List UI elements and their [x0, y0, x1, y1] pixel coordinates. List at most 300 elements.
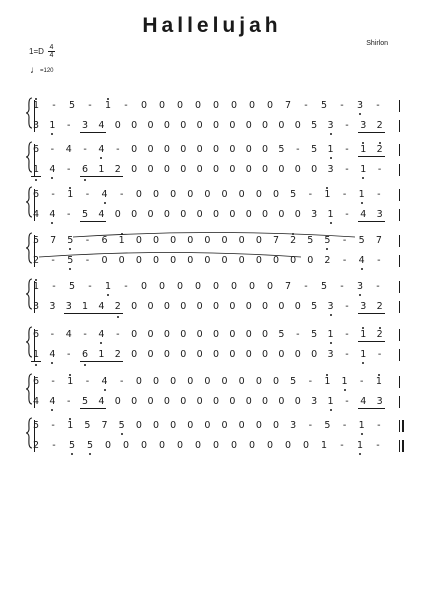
note-5: 5: [324, 420, 331, 431]
bar-line: [399, 376, 400, 388]
note-0: 0: [114, 120, 121, 131]
note-0: 0: [135, 189, 142, 200]
note-0: 0: [229, 329, 236, 340]
note-0: 0: [262, 396, 269, 407]
note-5: 5: [311, 144, 318, 155]
low-octave-dot: [326, 248, 328, 250]
note-0: 0: [176, 440, 184, 451]
low-octave-dot: [344, 389, 346, 391]
dash-mark: -: [308, 189, 312, 200]
note-0: 0: [294, 164, 301, 175]
note-0: 0: [176, 100, 184, 111]
beam-line: [96, 313, 106, 314]
beam-line: [80, 132, 90, 133]
note-1: 1: [324, 189, 331, 200]
dash-mark: -: [124, 100, 128, 111]
beam-line: [358, 156, 368, 157]
bar-line: [399, 144, 400, 156]
dash-mark: -: [377, 420, 381, 431]
note-0: 0: [255, 376, 262, 387]
note-1: 1: [67, 189, 74, 200]
dash-mark: -: [377, 255, 381, 266]
dash-mark: -: [85, 376, 90, 387]
note-6: 6: [32, 376, 40, 387]
low-octave-dot: [89, 453, 91, 455]
score-title: Hallelujah: [142, 14, 282, 37]
low-octave-dot: [117, 316, 119, 318]
note-0: 0: [229, 349, 236, 360]
note-5: 5: [278, 329, 285, 340]
note-0: 0: [204, 420, 211, 431]
note-0: 0: [194, 100, 202, 111]
time-denominator: 4: [49, 52, 54, 59]
dash-mark: -: [296, 144, 300, 155]
dash-mark: -: [340, 281, 344, 292]
note-3: 3: [376, 209, 383, 220]
note-0: 0: [147, 144, 154, 155]
note-0: 0: [229, 209, 236, 220]
note-5: 5: [311, 301, 318, 312]
dash-mark: -: [304, 281, 308, 292]
note-0: 0: [180, 396, 187, 407]
dash-mark: -: [51, 189, 55, 200]
note-0: 0: [131, 144, 138, 155]
note-5: 5: [68, 100, 76, 111]
note-0: 0: [187, 255, 194, 266]
beam-line: [368, 221, 375, 222]
dash-mark: -: [52, 100, 56, 111]
note-0: 0: [131, 396, 138, 407]
note-7: 7: [101, 420, 108, 431]
note-3: 3: [327, 120, 334, 131]
bar-line: [399, 164, 400, 176]
note-1: 1: [32, 349, 40, 360]
note-0: 0: [245, 301, 252, 312]
beam-line: [375, 132, 385, 133]
note-4: 4: [98, 144, 105, 155]
note-0: 0: [196, 164, 203, 175]
dash-mark: -: [83, 329, 87, 340]
bar-line: [399, 189, 400, 201]
note-1: 1: [324, 376, 331, 387]
note-0: 0: [147, 164, 154, 175]
note-5: 5: [358, 235, 365, 246]
note-7: 7: [284, 100, 292, 111]
beam-line: [358, 313, 368, 314]
note-5: 5: [82, 396, 89, 407]
note-0: 0: [248, 281, 256, 292]
note-0: 0: [147, 301, 154, 312]
low-octave-dot: [51, 409, 53, 411]
note-0: 0: [152, 235, 160, 246]
note-7: 7: [272, 235, 280, 246]
note-0: 0: [135, 255, 142, 266]
low-octave-dot: [104, 202, 106, 204]
beam-line: [113, 313, 123, 314]
note-0: 0: [284, 440, 292, 451]
note-1: 1: [82, 301, 89, 312]
composer-name: Shirlon: [366, 40, 388, 47]
note-0: 0: [255, 189, 262, 200]
note-0: 0: [311, 164, 318, 175]
note-2: 2: [114, 301, 121, 312]
high-octave-dot: [378, 374, 380, 376]
beam-line: [113, 361, 123, 362]
note-2: 2: [376, 301, 383, 312]
note-3: 3: [65, 301, 72, 312]
tie-arc: [38, 250, 302, 258]
dash-mark: -: [340, 100, 344, 111]
note-3: 3: [360, 120, 367, 131]
note-0: 0: [163, 164, 170, 175]
note-4: 4: [98, 329, 105, 340]
dash-mark: -: [296, 329, 300, 340]
dash-mark: -: [342, 420, 347, 431]
note-0: 0: [212, 144, 220, 155]
note-0: 0: [176, 281, 184, 292]
dash-mark: -: [50, 144, 55, 155]
note-0: 0: [294, 120, 301, 131]
note-0: 0: [180, 329, 187, 340]
bar-line: [399, 301, 400, 313]
dash-mark: -: [51, 420, 55, 431]
final-bar-line: [402, 440, 404, 452]
beam-line: [96, 132, 106, 133]
note-1: 1: [104, 281, 112, 292]
beam-line: [106, 313, 113, 314]
note-0: 0: [229, 301, 236, 312]
note-0: 0: [135, 420, 142, 431]
note-0: 0: [152, 376, 160, 387]
note-0: 0: [204, 376, 211, 387]
note-4: 4: [98, 396, 105, 407]
note-0: 0: [204, 255, 211, 266]
note-0: 0: [221, 376, 228, 387]
note-0: 0: [278, 301, 285, 312]
note-5: 5: [320, 100, 328, 111]
dash-mark: -: [345, 349, 349, 360]
note-0: 0: [245, 120, 252, 131]
note-6: 6: [82, 164, 89, 175]
note-0: 0: [262, 144, 269, 155]
tie-arc: [72, 230, 356, 238]
note-2: 2: [290, 235, 297, 246]
note-1: 1: [375, 376, 382, 387]
note-1: 1: [327, 396, 334, 407]
note-1: 1: [67, 420, 74, 431]
beam-line: [368, 132, 375, 133]
note-6: 6: [32, 189, 40, 200]
note-0: 0: [272, 255, 280, 266]
beam-line: [74, 313, 81, 314]
beam-line: [106, 176, 113, 177]
bar-line: [399, 396, 400, 408]
note-0: 0: [170, 376, 177, 387]
dash-mark: -: [376, 281, 380, 292]
note-0: 0: [272, 189, 280, 200]
note-2: 2: [32, 440, 40, 451]
note-0: 0: [140, 440, 148, 451]
note-0: 0: [147, 120, 154, 131]
dash-mark: -: [119, 376, 124, 387]
note-4: 4: [65, 329, 72, 340]
note-1: 1: [341, 376, 348, 387]
low-octave-dot: [84, 364, 86, 366]
note-1: 1: [32, 100, 40, 111]
note-0: 0: [278, 349, 285, 360]
dash-mark: -: [85, 255, 90, 266]
low-octave-dot: [51, 362, 53, 364]
note-0: 0: [180, 301, 187, 312]
note-5: 5: [311, 120, 318, 131]
bar-line: [399, 100, 400, 112]
dash-mark: -: [88, 281, 92, 292]
note-0: 0: [266, 100, 274, 111]
note-6: 6: [82, 349, 89, 360]
note-0: 0: [196, 144, 203, 155]
note-1: 1: [49, 120, 56, 131]
note-0: 0: [104, 440, 112, 451]
note-1: 1: [67, 376, 74, 387]
low-octave-dot: [361, 433, 363, 435]
dash-mark: -: [67, 120, 71, 131]
note-0: 0: [196, 349, 203, 360]
dash-mark: -: [345, 164, 349, 175]
note-0: 0: [238, 235, 245, 246]
note-0: 0: [238, 376, 245, 387]
note-0: 0: [278, 120, 285, 131]
note-0: 0: [170, 235, 177, 246]
note-4: 4: [360, 396, 367, 407]
dash-mark: -: [308, 376, 312, 387]
note-0: 0: [196, 301, 203, 312]
note-1: 1: [360, 329, 367, 340]
beam-line: [368, 408, 375, 409]
beam-line: [358, 221, 368, 222]
bar-line: [399, 120, 400, 132]
note-4: 4: [49, 164, 56, 175]
beam-line: [96, 221, 106, 222]
low-octave-dot: [361, 268, 363, 270]
note-0: 0: [245, 396, 252, 407]
high-octave-dot: [107, 98, 109, 100]
note-0: 0: [152, 189, 160, 200]
dash-mark: -: [376, 100, 380, 111]
note-0: 0: [272, 376, 280, 387]
note-0: 0: [212, 440, 220, 451]
note-0: 0: [230, 281, 238, 292]
dash-mark: -: [377, 189, 381, 200]
note-0: 0: [212, 164, 220, 175]
note-0: 0: [212, 120, 220, 131]
tempo-value: =120: [40, 68, 54, 74]
note-5: 5: [290, 189, 297, 200]
note-4: 4: [65, 144, 72, 155]
note-3: 3: [327, 164, 334, 175]
note-0: 0: [187, 235, 194, 246]
note-0: 0: [229, 120, 236, 131]
note-0: 0: [294, 301, 301, 312]
note-0: 0: [262, 329, 269, 340]
note-3: 3: [32, 301, 40, 312]
dash-mark: -: [67, 164, 71, 175]
dash-mark: -: [345, 396, 349, 407]
note-1: 1: [327, 144, 334, 155]
note-0: 0: [131, 120, 138, 131]
dash-mark: -: [376, 440, 380, 451]
high-octave-dot: [35, 98, 37, 100]
note-1: 1: [320, 440, 328, 451]
note-0: 0: [180, 209, 187, 220]
low-octave-dot: [330, 133, 332, 135]
note-3: 3: [360, 301, 367, 312]
note-3: 3: [82, 120, 89, 131]
note-1: 1: [118, 235, 125, 246]
note-0: 0: [170, 189, 177, 200]
note-3: 3: [311, 396, 318, 407]
dash-mark: -: [342, 255, 347, 266]
note-0: 0: [262, 164, 269, 175]
note-1: 1: [360, 144, 367, 155]
note-0: 0: [294, 209, 301, 220]
note-0: 0: [262, 209, 269, 220]
note-0: 0: [135, 235, 142, 246]
note-0: 0: [187, 376, 194, 387]
note-0: 0: [245, 209, 252, 220]
beam-line: [90, 221, 97, 222]
note-0: 0: [294, 349, 301, 360]
note-0: 0: [187, 189, 194, 200]
note-5: 5: [32, 235, 40, 246]
note-0: 0: [212, 329, 220, 340]
note-0: 0: [194, 281, 202, 292]
note-0: 0: [170, 420, 177, 431]
low-octave-dot: [51, 177, 53, 179]
note-0: 0: [272, 420, 280, 431]
note-0: 0: [238, 420, 245, 431]
note-5: 5: [320, 281, 328, 292]
note-5: 5: [84, 420, 91, 431]
note-0: 0: [163, 209, 170, 220]
note-0: 0: [194, 440, 202, 451]
note-1: 1: [327, 329, 334, 340]
beam-line: [375, 313, 385, 314]
low-octave-dot: [100, 342, 102, 344]
dash-mark: -: [116, 144, 120, 155]
note-0: 0: [152, 255, 160, 266]
note-0: 0: [196, 209, 203, 220]
note-3: 3: [311, 209, 318, 220]
note-0: 0: [114, 209, 121, 220]
note-0: 0: [229, 144, 236, 155]
note-5: 5: [82, 209, 89, 220]
note-0: 0: [131, 329, 138, 340]
note-0: 0: [238, 255, 245, 266]
note-0: 0: [180, 349, 187, 360]
low-octave-dot: [359, 113, 361, 115]
beam-line: [90, 361, 97, 362]
note-0: 0: [212, 301, 220, 312]
note-5: 5: [290, 376, 297, 387]
bar-line: [399, 329, 400, 341]
note-5: 5: [324, 235, 331, 246]
note-5: 5: [68, 281, 76, 292]
note-3: 3: [356, 281, 364, 292]
note-0: 0: [266, 281, 274, 292]
note-3: 3: [327, 349, 334, 360]
note-5: 5: [118, 420, 125, 431]
note-4: 4: [32, 209, 40, 220]
beam-line: [80, 176, 90, 177]
beam-line: [368, 313, 375, 314]
beam-line: [80, 221, 90, 222]
dash-mark: -: [52, 440, 56, 451]
beam-line: [90, 176, 97, 177]
beam-line: [375, 221, 385, 222]
dash-mark: -: [88, 100, 92, 111]
dash-mark: -: [83, 144, 87, 155]
note-5: 5: [67, 255, 74, 266]
note-0: 0: [163, 396, 170, 407]
note-6: 6: [101, 235, 108, 246]
beam-line: [113, 176, 123, 177]
note-1: 1: [358, 420, 365, 431]
note-0: 0: [229, 164, 236, 175]
low-octave-dot: [69, 268, 71, 270]
low-octave-dot: [121, 433, 123, 435]
note-1: 1: [358, 189, 365, 200]
note-1: 1: [98, 349, 105, 360]
time-numerator: 4: [49, 44, 54, 51]
low-octave-dot: [71, 453, 73, 455]
low-octave-dot: [330, 342, 332, 344]
note-0: 0: [122, 440, 130, 451]
note-0: 0: [248, 440, 256, 451]
note-0: 0: [278, 164, 285, 175]
dash-mark: -: [51, 255, 55, 266]
note-6: 6: [32, 329, 40, 340]
low-octave-dot: [84, 179, 86, 181]
bar-line: [399, 235, 400, 247]
note-0: 0: [229, 396, 236, 407]
dash-mark: -: [304, 100, 308, 111]
note-0: 0: [255, 235, 262, 246]
low-octave-dot: [51, 222, 53, 224]
beam-line: [80, 408, 90, 409]
beam-line: [90, 132, 97, 133]
note-4: 4: [358, 255, 365, 266]
note-0: 0: [278, 209, 285, 220]
note-0: 0: [147, 329, 154, 340]
note-1: 1: [32, 164, 40, 175]
note-0: 0: [290, 255, 297, 266]
dash-mark: -: [85, 235, 90, 246]
note-3: 3: [32, 120, 40, 131]
note-0: 0: [278, 396, 285, 407]
key-label: 1=D: [29, 47, 44, 56]
note-0: 0: [131, 209, 138, 220]
note-2: 2: [114, 349, 121, 360]
note-4: 4: [49, 349, 56, 360]
note-4: 4: [49, 396, 56, 407]
note-6: 6: [32, 144, 40, 155]
beam-line: [90, 408, 97, 409]
note-7: 7: [375, 235, 382, 246]
note-0: 0: [245, 329, 252, 340]
note-1: 1: [32, 281, 40, 292]
beam-line: [358, 132, 368, 133]
dash-mark: -: [308, 420, 312, 431]
